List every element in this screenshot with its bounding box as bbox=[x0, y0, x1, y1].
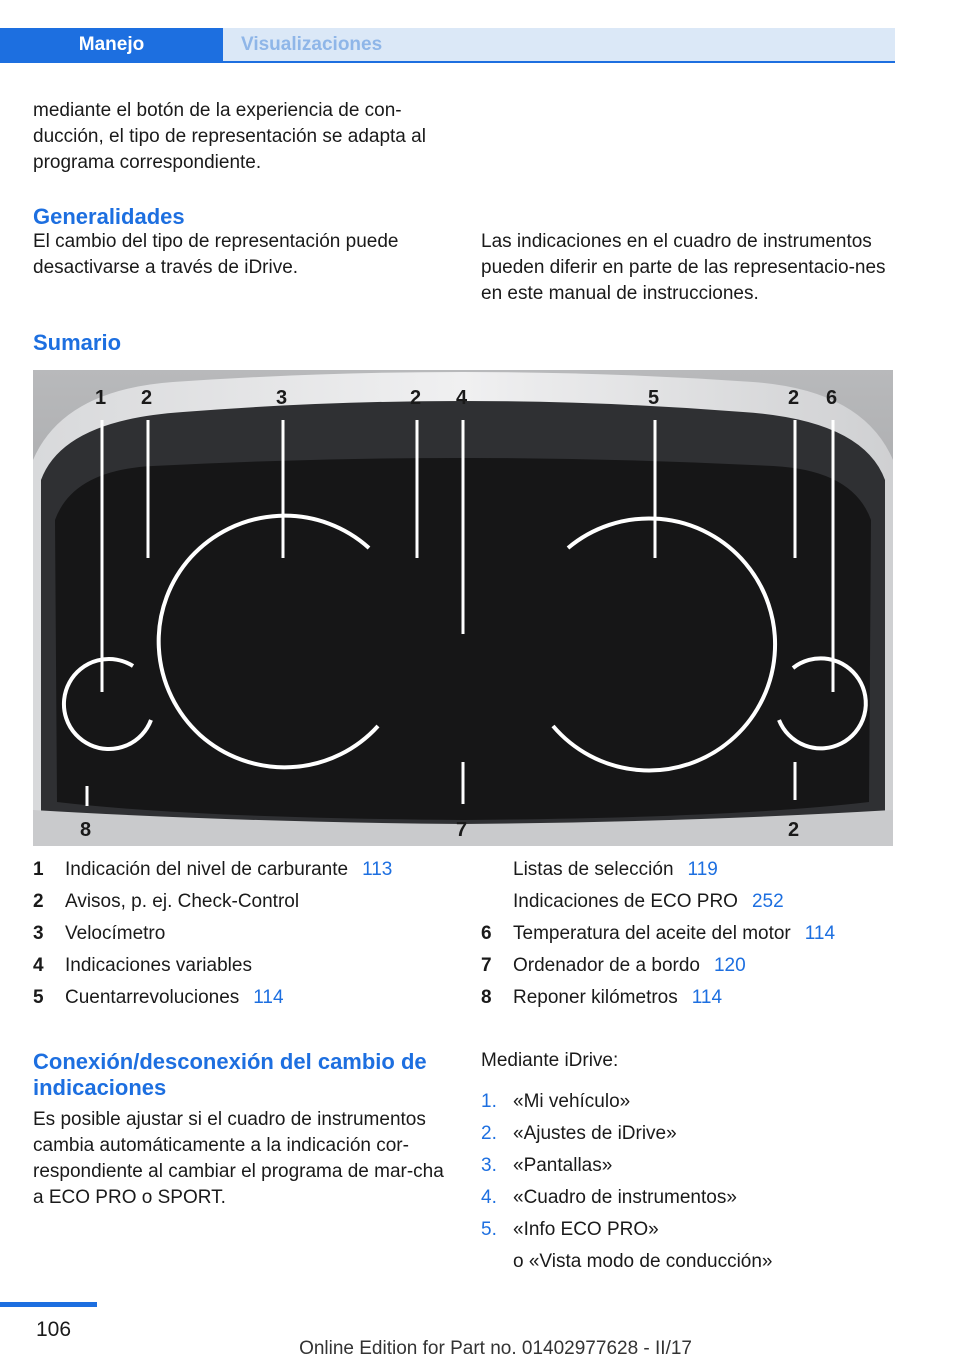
legend-label: Ordenador de a bordo bbox=[513, 955, 700, 976]
step-number: 3. bbox=[481, 1155, 497, 1176]
figure-label-2a: 2 bbox=[141, 387, 153, 409]
step-label: «Info ECO PRO» bbox=[513, 1219, 659, 1240]
step-label: «Mi vehículo» bbox=[513, 1091, 631, 1112]
legend-number: 8 bbox=[481, 987, 492, 1008]
page-link[interactable]: 252 bbox=[751, 891, 784, 912]
step-extra bbox=[481, 1246, 901, 1278]
figure-label-2c: 2 bbox=[788, 387, 800, 409]
legend-label: Avisos, p. ej. Check-Control bbox=[65, 891, 300, 912]
legend-number: 6 bbox=[481, 923, 492, 944]
legend-label: Listas de selección bbox=[513, 859, 674, 880]
step-item bbox=[481, 1150, 901, 1182]
step-item bbox=[481, 1182, 901, 1214]
page-link[interactable]: 113 bbox=[362, 859, 393, 880]
step-extra-label: o «Vista modo de conducción» bbox=[513, 1251, 773, 1272]
legend-label: Indicaciones de ECO PRO bbox=[513, 891, 738, 912]
figure-label-1: 1 bbox=[95, 387, 107, 409]
step-item bbox=[481, 1214, 901, 1246]
figure-label-3: 3 bbox=[276, 387, 288, 409]
tab-visualizaciones[interactable]: Visualizaciones bbox=[223, 28, 895, 61]
step-label: «Pantallas» bbox=[513, 1155, 613, 1176]
page-link[interactable]: 114 bbox=[253, 987, 284, 1008]
page-link[interactable]: 114 bbox=[804, 923, 836, 944]
step-item bbox=[481, 1118, 901, 1150]
legend-label: Temperatura del aceite del motor bbox=[513, 923, 791, 944]
generalidades-right-text: Las indicaciones en el cuadro de instrumentos pueden diferir en parte de las representacio‐nes en este manual de instrucciones. bbox=[481, 231, 886, 304]
legend-number: 1 bbox=[33, 859, 44, 880]
legend-label: Cuentarrevoluciones bbox=[65, 987, 240, 1008]
figure-label-8: 8 bbox=[80, 819, 92, 841]
page-number: 106 bbox=[36, 1318, 72, 1341]
legend-label: Indicación del nivel de carburante bbox=[65, 859, 349, 880]
header-divider bbox=[0, 61, 895, 63]
page-link[interactable]: 114 bbox=[691, 987, 723, 1008]
page-number-bar bbox=[0, 1302, 97, 1307]
legend-number: 4 bbox=[33, 955, 44, 976]
figure-label-2d: 2 bbox=[788, 819, 800, 841]
legend-right bbox=[481, 854, 901, 1019]
heading-conexion: Conexión/desconexión del cambio de indicaciones bbox=[33, 1049, 427, 1100]
tab-manejo[interactable]: Manejo bbox=[0, 28, 223, 61]
heading-generalidades: Generalidades bbox=[33, 204, 185, 229]
edition-footer: Online Edition for Part no. 01402977628 - II/17 bbox=[299, 1338, 692, 1359]
legend-label: Reponer kilómetros bbox=[513, 987, 678, 1008]
step-number: 1. bbox=[481, 1091, 497, 1112]
step-label: «Ajustes de iDrive» bbox=[513, 1123, 677, 1144]
step-item bbox=[481, 1086, 901, 1118]
idrive-intro: Mediante iDrive: bbox=[481, 1050, 619, 1071]
page-link[interactable]: 119 bbox=[687, 859, 718, 880]
legend-label: Velocímetro bbox=[65, 923, 166, 944]
legend-number: 7 bbox=[481, 955, 492, 976]
page-link[interactable]: 120 bbox=[713, 955, 746, 976]
step-number: 5. bbox=[481, 1219, 497, 1240]
step-label: «Cuadro de instrumentos» bbox=[513, 1187, 737, 1208]
step-number: 4. bbox=[481, 1187, 497, 1208]
figure-label-2b: 2 bbox=[410, 387, 422, 409]
idrive-steps bbox=[481, 1086, 901, 1286]
instrument-cluster-figure bbox=[33, 370, 893, 846]
legend-number: 5 bbox=[33, 987, 44, 1008]
intro-paragraph: mediante el botón de la experiencia de con‐ducción, el tipo de representación se adapta al programa correspondiente. bbox=[33, 100, 426, 173]
heading-sumario: Sumario bbox=[33, 330, 122, 355]
figure-label-4: 4 bbox=[456, 387, 468, 409]
step-number: 2. bbox=[481, 1123, 497, 1144]
legend-number: 3 bbox=[33, 923, 44, 944]
legend-number: 2 bbox=[33, 891, 44, 912]
figure-label-6: 6 bbox=[826, 387, 838, 409]
conexion-text: Es posible ajustar si el cuadro de instrumentos cambia automáticamente a la indicación cor‐respondiente al cambiar el programa de mar‐cha a ECO PRO o SPORT. bbox=[33, 1109, 444, 1208]
figure-label-5: 5 bbox=[648, 387, 660, 409]
generalidades-left-text: El cambio del tipo de representación puede desactivarse a través de iDrive. bbox=[33, 231, 399, 278]
legend-left bbox=[33, 854, 453, 1019]
legend-label: Indicaciones variables bbox=[65, 955, 252, 976]
figure-label-7: 7 bbox=[456, 819, 468, 841]
